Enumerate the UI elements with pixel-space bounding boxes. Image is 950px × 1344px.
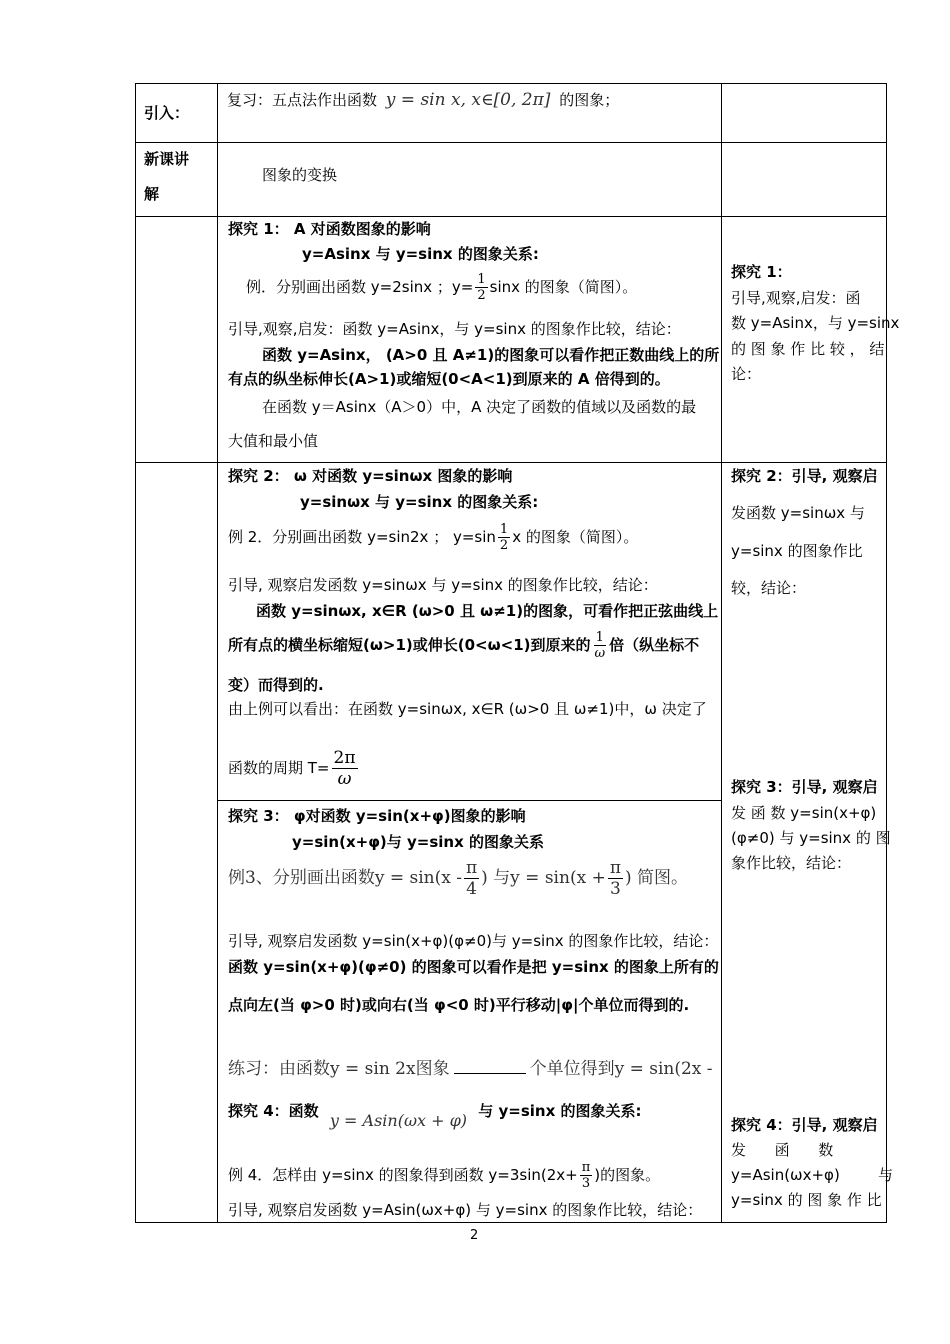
explore1-title: 探究 1： A 对函数图象的影响 (228, 220, 431, 238)
explore2-period (228, 748, 360, 789)
explore4-title-suffix: 与 y=sinx 的图象关系: (478, 1102, 642, 1120)
explore4-title-prefix: 探究 4：函数 (228, 1102, 319, 1120)
explore2-example (228, 522, 638, 553)
row-divider (217, 800, 722, 801)
explore1-example-suffix: sinx 的图象（简图）。 (489, 278, 638, 296)
explore1-note-1: 在函数 y＝Asinx（A＞0）中，A 决定了函数的值域以及函数的最 (262, 398, 697, 416)
explore1-guide: 引导,观察,启发：函数 y=Asinx，与 y=sinx 的图象作比较，结论： (228, 320, 681, 338)
explore3-example-prefix: 例3、分别画出函数y = sin(x - (228, 868, 462, 888)
row-label-intro: 引入： (144, 104, 190, 122)
fraction-denominator: 2 (477, 288, 486, 303)
row-label-new-lesson-2: 解 (144, 185, 160, 203)
column-divider (721, 83, 722, 1223)
explore3-side-line: 发 函 数 y=sin(x+φ) (731, 804, 877, 822)
explore3-exercise (228, 1054, 720, 1079)
explore2-side-line: 探究 2：引导, 观察启 (731, 467, 878, 485)
explore1-side-line: 的 图 象 作 比 较 ， 结 (731, 340, 885, 358)
explore1-conclusion-1: 函数 y=Asinx， (A>0 且 A≠1)的图象可以看作把正数曲线上的所 (262, 346, 720, 364)
explore1-example (246, 272, 637, 303)
explore2-note: 由上例可以看出：在函数 y=sinωx, x∈R (ω>0 且 ω≠1)中，ω 决定了 (228, 700, 707, 718)
explore3-side-line: 探究 3：引导, 观察启 (731, 778, 878, 796)
intro-text (227, 88, 619, 112)
table-border-bottom (135, 1222, 887, 1223)
explore2-conclusion-2-prefix: 所有点的横坐标缩短(ω>1)或伸长(0<ω<1)到原来的 (228, 636, 591, 654)
explore3-subtitle: y=sin(x+φ)与 y=sinx 的图象关系 (292, 833, 544, 851)
row-divider (135, 142, 887, 143)
intro-text-prefix: 复习：五点法作出函数 (227, 91, 378, 109)
fraction-denominator: ω (594, 646, 606, 661)
explore3-side-line: (φ≠0) 与 y=sinx 的 图 (731, 829, 891, 847)
row-label-new-lesson-1: 新课讲 (144, 150, 190, 168)
explore1-subtitle: y=Asinx 与 y=sinx 的图象关系: (302, 245, 539, 263)
intro-text-suffix: 的图象； (559, 91, 620, 109)
column-divider (217, 83, 218, 1223)
explore2-example-prefix: 例 2．分别画出函数 y=sin2x ； y=sin (228, 528, 496, 546)
fraction-numerator: 2π (333, 748, 356, 768)
explore3-fraction-1 (464, 858, 479, 899)
explore4-example-prefix: 例 4．怎样由 y=sinx 的图象得到函数 y=3sin(2x+ (228, 1166, 578, 1184)
explore4-formula: y = Asin(ωx + φ) (329, 1111, 468, 1130)
fraction-denominator: 4 (466, 879, 477, 899)
explore2-guide: 引导, 观察启发函数 y=sinωx 与 y=sinx 的图象作比较，结论： (228, 576, 658, 594)
row-divider (135, 216, 887, 217)
page-number: 2 (470, 1228, 479, 1243)
new-lesson-topic: 图象的变换 (262, 166, 338, 184)
fraction-denominator: 3 (609, 879, 621, 899)
explore4-side-line: 探究 4：引导, 观察启 (731, 1116, 878, 1134)
explore2-side-line: 较，结论： (731, 579, 807, 597)
explore1-conclusion-2: 有点的纵坐标伸长(A>1)或缩短(0<A<1)到原来的 A 倍得到的。 (228, 370, 670, 388)
explore4-guide: 引导, 观察启发函数 y=Asin(ωx+φ) 与 y=sinx 的图象作比较，结论： (228, 1201, 703, 1219)
explore4-fraction (580, 1160, 593, 1191)
explore3-example-suffix: ) 简图。 (625, 868, 689, 888)
explore1-side-title: 探究 1： (731, 263, 792, 281)
explore3-example (228, 858, 688, 899)
explore3-exercise-suffix: 个单位得到y = sin(2x - (529, 1059, 713, 1079)
explore1-example-prefix: 例．分别画出函数 y=2sinx ；y= (246, 278, 474, 296)
fraction-numerator: 1 (499, 522, 509, 537)
explore2-conclusion-1: 函数 y=sinωx, x∈R (ω>0 且 ω≠1)的图象，可看作把正弦曲线上 (256, 602, 719, 620)
explore2-conclusion-2-suffix: 倍（纵坐标不 (609, 636, 700, 654)
explore3-fraction-2 (608, 858, 623, 899)
fraction-denominator: 3 (581, 1176, 591, 1191)
explore4-side-line: 发 函 数 (731, 1141, 834, 1159)
explore4-title (228, 1100, 642, 1130)
explore4-side-line: y=sinx 的 图 象 作 比 (731, 1191, 882, 1209)
explore3-exercise-prefix: 练习：由函数y = sin 2x图象 (228, 1059, 450, 1079)
explore3-conclusion-2: 点向左(当 φ>0 时)或向右(当 φ<0 时)平行移动|φ|个单位而得到的. (228, 996, 690, 1014)
table-border-top (135, 83, 887, 84)
explore3-title: 探究 3： φ对函数 y=sin(x+φ)图象的影响 (228, 807, 526, 825)
explore1-side-line: 引导,观察,启发：函 (731, 289, 861, 307)
explore3-conclusion-1: 函数 y=sin(x+φ)(φ≠0) 的图象可以看作是把 y=sinx 的图象上所有的 (228, 958, 719, 976)
fraction-denominator: ω (337, 769, 352, 789)
explore2-conclusion-fraction (593, 630, 608, 661)
table-border-left (135, 83, 136, 1223)
explore2-conclusion-2 (228, 630, 699, 661)
explore4-example (228, 1160, 660, 1191)
fraction-numerator: 1 (595, 630, 604, 645)
explore2-example-suffix: x 的图象（简图）。 (512, 528, 639, 546)
explore1-side-line: 数 y=Asinx，与 y=sinx (731, 314, 900, 332)
fraction-denominator: 2 (499, 538, 509, 553)
fraction-numerator: 1 (477, 272, 486, 287)
explore2-side-line: y=sinx 的图象作比 (731, 542, 863, 560)
explore3-example-mid: ) 与y = sin(x + (481, 868, 606, 888)
explore4-side-line: y=Asin(ωx+φ) 与 (731, 1166, 893, 1184)
fraction-numerator: π (465, 858, 478, 878)
row-divider (135, 462, 887, 463)
explore2-side-line: 发函数 y=sinωx 与 (731, 504, 865, 522)
explore2-title: 探究 2： ω 对函数 y=sinωx 图象的影响 (228, 467, 513, 485)
explore1-side-line: 论： (731, 365, 762, 383)
fraction-numerator: π (609, 858, 621, 878)
explore2-period-fraction (332, 748, 358, 789)
explore4-example-suffix: )的图象。 (594, 1166, 661, 1184)
explore1-fraction (475, 272, 487, 303)
fraction-numerator: π (581, 1160, 591, 1175)
intro-formula: y = sin x, x∈[0, 2π] (385, 90, 551, 110)
explore2-conclusion-3: 变）而得到的. (228, 676, 324, 694)
table-border-right (886, 83, 887, 1223)
explore3-guide: 引导, 观察启发函数 y=sin(x+φ)(φ≠0)与 y=sinx 的图象作比较，结论： (228, 932, 719, 950)
explore1-note-2: 大值和最小值 (228, 432, 319, 450)
explore3-side-line: 象作比较，结论： (731, 854, 852, 872)
explore2-subtitle: y=sinωx 与 y=sinx 的图象关系: (300, 493, 539, 511)
explore2-fraction (498, 522, 510, 553)
explore2-period-prefix: 函数的周期 T= (228, 759, 330, 777)
answer-blank[interactable] (454, 1055, 526, 1074)
